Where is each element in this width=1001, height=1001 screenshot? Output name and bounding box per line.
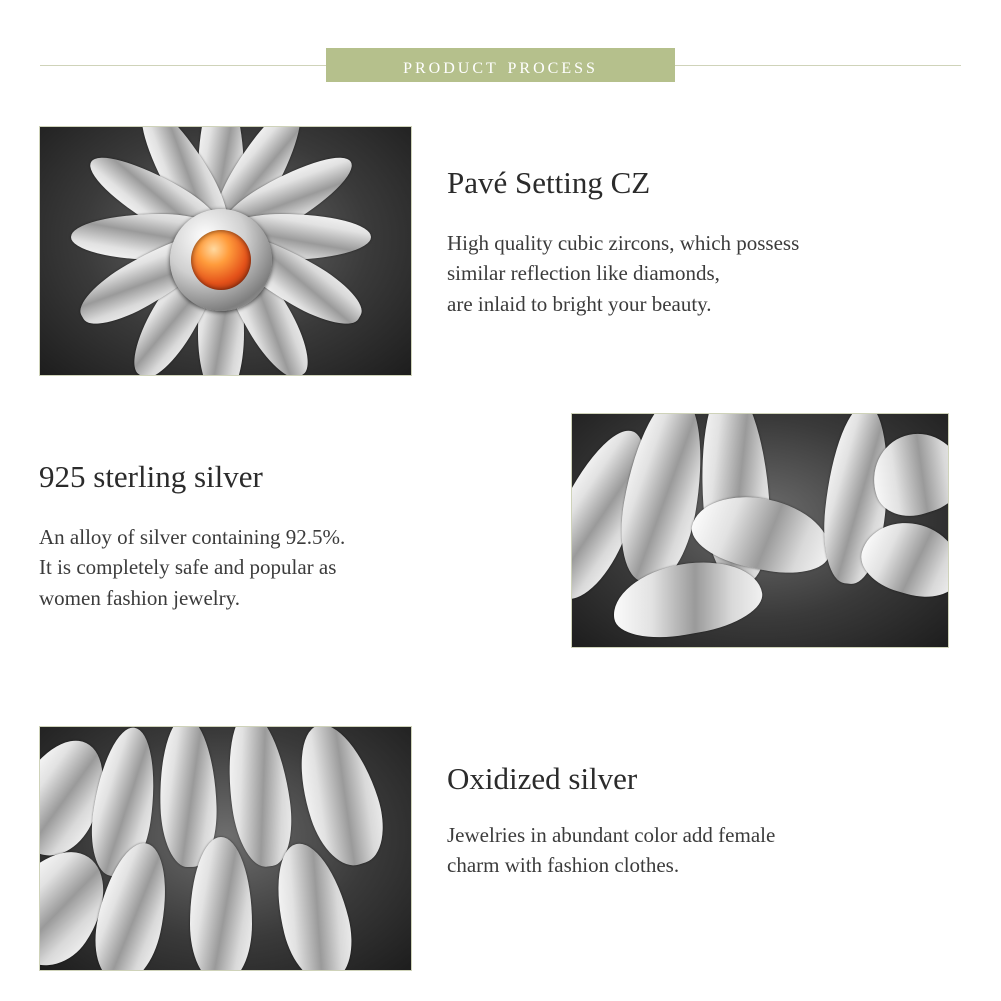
heading-925-sterling-silver: 925 sterling silver [39,459,263,494]
banner-title: product process [403,52,598,78]
heading-pave-setting-cz: Pavé Setting CZ [447,165,651,200]
body-line: are inlaid to bright your beauty. [447,291,712,316]
body-line: An alloy of silver containing 92.5%. [39,525,346,549]
image-925-sterling-silver [571,413,949,648]
heading-oxidized-silver: Oxidized silver [447,761,638,796]
body-line: women fashion jewelry. [39,585,240,610]
body-line: It is completely safe and popular as [39,555,337,580]
body-925-sterling-silver [39,522,345,613]
body-line: similar reflection like diamonds, [447,261,720,286]
image-oxidized-silver [39,726,412,971]
body-line: Jewelries in abundant color add female [447,823,776,847]
body-pave-setting-cz [447,228,799,319]
body-oxidized-silver [447,820,775,881]
body-line: charm with fashion clothes. [447,853,680,878]
section-banner [326,48,675,82]
body-line: High quality cubic zircons, which possess [447,231,800,255]
image-pave-setting-cz [39,126,412,376]
gemstone-icon [191,230,251,290]
